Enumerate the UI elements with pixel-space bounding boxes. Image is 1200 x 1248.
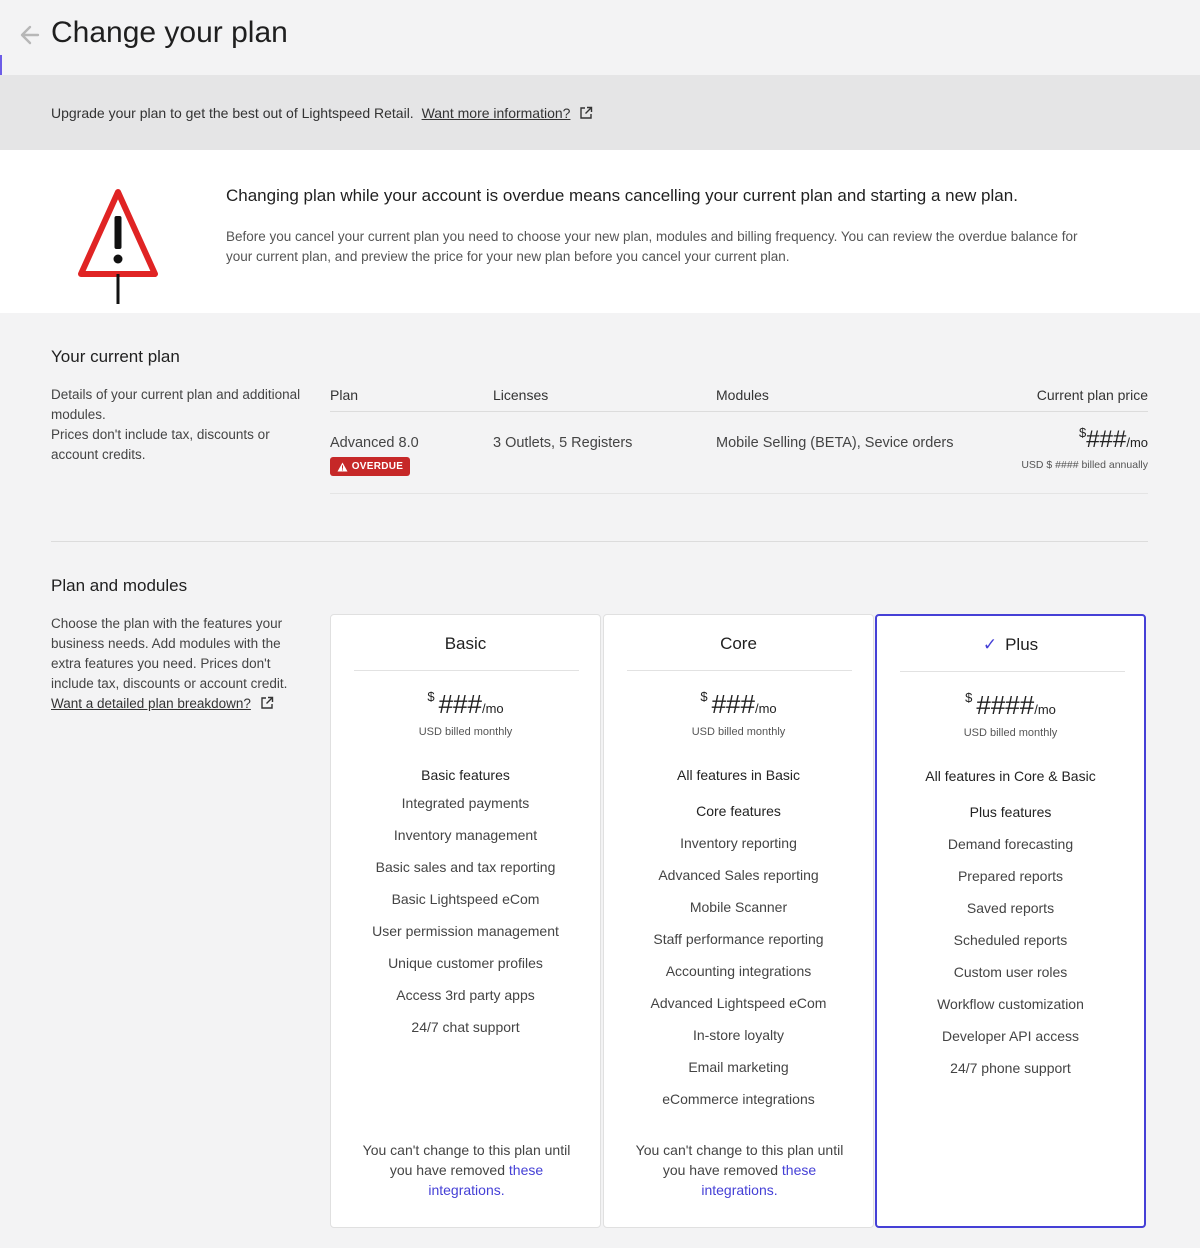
plan-card-basic[interactable]: [330, 614, 601, 1228]
plan-billing: USD billed monthly: [418, 726, 513, 738]
info-text: Upgrade your plan to get the best out of Lightspeed Retail.: [51, 105, 414, 121]
plan-price-value: ####: [976, 690, 1035, 720]
feature-item: In-store loyalty: [692, 1027, 785, 1043]
more-info-link[interactable]: Want more information?: [421, 105, 571, 121]
current-plan-price: [1079, 425, 1148, 454]
feature-item: Custom user roles: [953, 964, 1068, 980]
plan-billing: USD billed monthly: [963, 727, 1058, 739]
plan-breakdown-row: [51, 694, 301, 714]
feature-item: Saved reports: [966, 900, 1055, 916]
feature-item: Prepared reports: [957, 868, 1064, 884]
warning-icon: [77, 186, 159, 308]
feature-item: Basic Lightspeed eCom: [391, 891, 540, 907]
plan-unavailable-note: [351, 1140, 582, 1200]
feature-item: Developer API access: [942, 1028, 1079, 1044]
price-value: ###: [1086, 426, 1127, 453]
table-bottom-divider: [330, 493, 1148, 494]
overdue-badge: [330, 457, 410, 476]
feature-item: Email marketing: [688, 1059, 789, 1075]
plan-unavailable-note: [624, 1140, 855, 1200]
feature-item: Advanced Sales reporting: [658, 867, 819, 883]
info-message: [51, 105, 593, 121]
feature-item: Advanced Lightspeed eCom: [650, 995, 827, 1011]
plan-price-unit: /mo: [754, 701, 777, 716]
feature-item: Workflow customization: [937, 996, 1084, 1012]
external-link-icon[interactable]: [579, 106, 593, 120]
feature-list: [604, 765, 873, 1121]
page-header: [0, 0, 1200, 75]
feature-item: Basic sales and tax reporting: [375, 859, 556, 875]
current-plan-table: [330, 383, 1148, 495]
price-billing-note: USD $ #### billed annually: [1021, 459, 1148, 471]
plan-price-currency: $: [700, 689, 708, 704]
plan-price-currency: $: [965, 690, 973, 705]
current-plan-description: Details of your current plan and additional modules. Prices don't include tax, discounts or account credits.: [51, 387, 301, 462]
feature-list: [877, 766, 1144, 1090]
integrations-link[interactable]: these integrations.: [428, 1162, 544, 1198]
col-header-plan: Plan: [330, 387, 359, 403]
feature-item: Accounting integrations: [665, 963, 812, 979]
feature-item: Integrated payments: [401, 795, 530, 811]
feature-item: User permission management: [372, 923, 559, 939]
feature-item: Demand forecasting: [947, 836, 1074, 852]
feature-item: Scheduled reports: [953, 932, 1068, 948]
arrow-left-icon[interactable]: [18, 22, 42, 48]
plan-card-core[interactable]: [603, 614, 874, 1228]
col-header-licenses: Licenses: [493, 387, 549, 403]
feature-list: [331, 765, 600, 1049]
feature-header: Core features: [696, 803, 781, 819]
plan-price-currency: $: [427, 689, 435, 704]
plan-name: Plus: [1005, 635, 1039, 654]
feature-item: 24/7 phone support: [950, 1060, 1071, 1076]
plan-billing: USD billed monthly: [691, 726, 786, 738]
feature-item: Staff performance reporting: [653, 931, 824, 947]
current-plan-title: Your current plan: [51, 347, 180, 366]
price-currency: $: [1079, 425, 1087, 440]
section-divider: [51, 541, 1148, 542]
plan-price-value: ###: [711, 689, 755, 719]
plan-name-row: [877, 635, 1144, 655]
external-link-icon[interactable]: [260, 696, 274, 710]
feature-header: Plus features: [969, 804, 1052, 820]
feature-item: Inventory management: [393, 827, 538, 843]
feature-item: Mobile Scanner: [689, 899, 788, 915]
plan-price-unit: /mo: [481, 701, 504, 716]
checkmark-icon: ✓: [982, 635, 998, 654]
col-header-price: Current plan price: [1036, 387, 1148, 403]
integrations-link[interactable]: these integrations.: [701, 1162, 817, 1198]
plans-section-sidebar: [51, 614, 301, 714]
card-divider: [354, 670, 579, 671]
feature-item: eCommerce integrations: [662, 1091, 815, 1107]
feature-header: All features in Core & Basic: [925, 768, 1096, 784]
plan-price-value: ###: [438, 689, 482, 719]
table-header-divider: [330, 411, 1148, 412]
plan-price: [331, 689, 600, 720]
feature-item: Inventory reporting: [680, 835, 797, 851]
feature-item: Unique customer profiles: [388, 955, 543, 971]
warning-title: Changing plan while your account is overdue means cancelling your current plan and starting a new plan.: [226, 186, 1018, 205]
alert-triangle-icon: [337, 462, 348, 472]
plan-breakdown-link[interactable]: Want a detailed plan breakdown?: [51, 696, 251, 711]
info-bar: [0, 75, 1200, 150]
price-unit: /mo: [1126, 435, 1148, 450]
plan-unavailable-text: You can't change to this plan until you have removed: [362, 1142, 571, 1178]
plan-name: Core: [720, 634, 757, 653]
page-title: Change your plan: [51, 16, 288, 49]
plan-card-plus[interactable]: [875, 614, 1146, 1228]
plan-name: Basic: [444, 634, 487, 653]
plan-price: [877, 690, 1144, 721]
plan-price: [604, 689, 873, 720]
feature-header: All features in Basic: [677, 767, 800, 783]
feature-item: Access 3rd party apps: [396, 987, 535, 1003]
current-plan-name: Advanced 8.0: [330, 435, 419, 451]
overdue-badge-label: OVERDUE: [351, 461, 404, 472]
warning-body: Before you cancel your current plan you need to choose your new plan, modules and billing frequency. You can review the overdue balance for your current plan, and preview the price for your new plan before you cancel your current plan.: [226, 229, 1078, 264]
plans-section-title: Plan and modules: [51, 576, 188, 595]
plan-price-unit: /mo: [1034, 702, 1056, 717]
overdue-warning: [0, 150, 1200, 313]
feature-header: Basic features: [421, 767, 510, 783]
col-header-modules: Modules: [716, 387, 769, 403]
card-divider: [627, 670, 852, 671]
card-divider: [900, 671, 1125, 672]
plan-unavailable-text: You can't change to this plan until you have removed: [635, 1142, 844, 1178]
current-modules: Mobile Selling (BETA), Sevice orders: [716, 435, 954, 451]
current-licenses: 3 Outlets, 5 Registers: [493, 435, 633, 451]
plans-section-description: Choose the plan with the features your business needs. Add modules with the extra features you need. Prices don't include tax, discounts or account credit.: [51, 616, 288, 691]
feature-item: 24/7 chat support: [411, 1019, 520, 1035]
